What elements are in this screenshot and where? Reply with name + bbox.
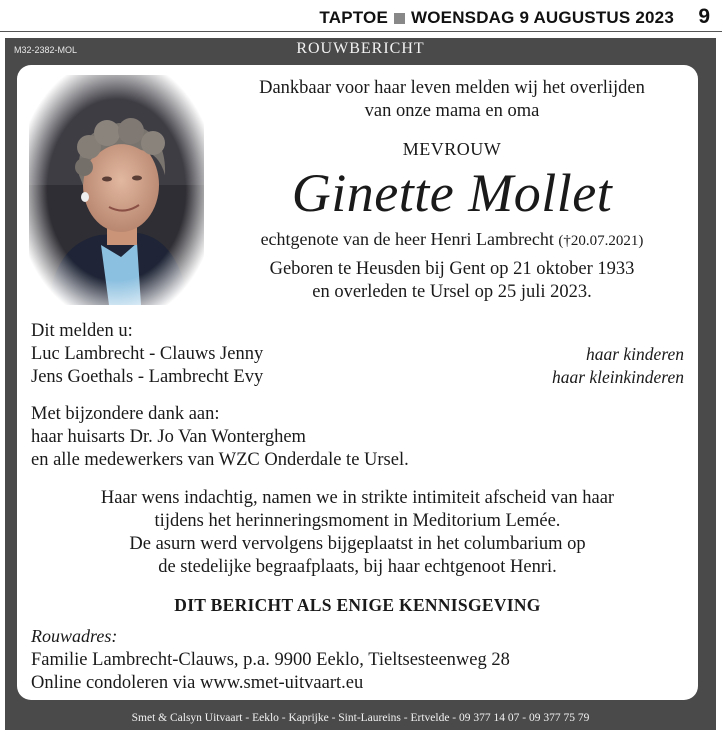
died-line: en overleden te Ursel op 25 juli 2023. bbox=[312, 282, 592, 302]
intro-text bbox=[217, 77, 687, 123]
life-dates bbox=[217, 258, 687, 304]
publication-name: TAPTOE bbox=[319, 8, 388, 27]
farewell-text bbox=[17, 487, 698, 579]
mourning-address bbox=[31, 649, 510, 695]
sole-notice: DIT BERICHT ALS ENIGE KENNISGEVING bbox=[174, 595, 541, 615]
farewell-line: De asurn werd vervolgens bijgeplaatst in het columbarium op bbox=[129, 534, 586, 554]
notice-title: ROUWBERICHT bbox=[296, 40, 425, 57]
thanks-section bbox=[31, 403, 409, 472]
thanks-line: en alle medewerkers van WZC Onderdale te Ursel. bbox=[31, 450, 409, 470]
page-number: 9 bbox=[698, 5, 710, 28]
thanks-line: haar huisarts Dr. Jo Van Wonterghem bbox=[31, 427, 306, 447]
intro-line: van onze mama en oma bbox=[364, 101, 540, 121]
spouse-text: echtgenote van de heer Henri Lambrecht bbox=[260, 229, 554, 249]
farewell-line: Haar wens indachtig, namen we in strikte intimiteit afscheid van haar bbox=[100, 488, 615, 508]
funeral-home-footer: Smet & Calsyn Uitvaart - Eeklo - Kaprijke - Sint-Laureins - Ertvelde - 09 377 14 07 - 09 377 75 79 bbox=[131, 712, 590, 724]
condolence-line: Online condoleren via www.smet-uitvaart.eu bbox=[31, 673, 364, 693]
farewell-line: de stedelijke begraafplaats, bij haar echtgenoot Henri. bbox=[158, 557, 557, 577]
publication-date: WOENSDAG 9 AUGUSTUS 2023 bbox=[410, 8, 674, 27]
spouse-death-date: (†20.07.2021) bbox=[558, 233, 644, 249]
obituary-card bbox=[17, 65, 698, 700]
salutation: MEVROUW bbox=[402, 139, 502, 159]
family-names: Luc Lambrecht - Clauws Jenny bbox=[31, 344, 264, 364]
publication-line bbox=[319, 8, 674, 28]
address-line: Familie Lambrecht-Clauws, p.a. 9900 Eeklo, Tieltsesteenweg 28 bbox=[31, 650, 510, 670]
header-divider bbox=[0, 31, 722, 32]
intro-line: Dankbaar voor haar leven melden wij het overlijden bbox=[259, 78, 645, 98]
newspaper-header bbox=[0, 0, 722, 32]
announced-by-label: Dit melden u: bbox=[31, 321, 133, 341]
portrait-photo bbox=[29, 75, 204, 305]
spouse-line bbox=[217, 229, 687, 250]
thanks-line: Met bijzondere dank aan: bbox=[31, 404, 220, 424]
farewell-line: tijdens het herinneringsmoment in Meditorium Lemée. bbox=[154, 511, 561, 531]
family-relation: haar kleinkinderen bbox=[551, 367, 684, 387]
square-separator-icon bbox=[394, 13, 405, 24]
address-label: Rouwadres: bbox=[31, 626, 118, 646]
deceased-name: Ginette Mollet bbox=[291, 163, 613, 223]
born-line: Geboren te Heusden bij Gent op 21 oktober 1933 bbox=[269, 259, 635, 279]
family-relation: haar kinderen bbox=[585, 344, 684, 364]
family-names: Jens Goethals - Lambrecht Evy bbox=[31, 367, 264, 387]
ad-reference: M32-2382-MOL bbox=[14, 45, 78, 55]
